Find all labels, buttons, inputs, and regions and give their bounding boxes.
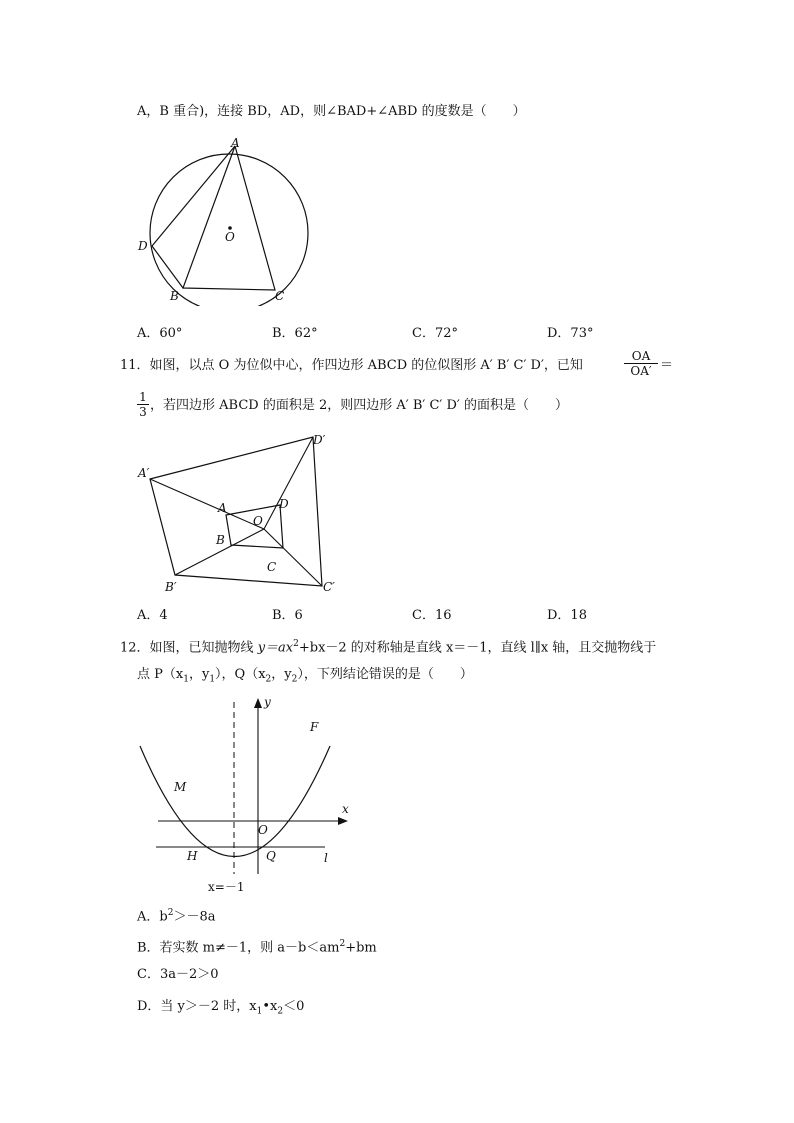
triangle-abc — [183, 146, 275, 290]
q11-ratio-fraction — [624, 349, 658, 378]
segment-ad — [152, 146, 235, 246]
label-d: D — [138, 239, 148, 253]
q11-option-a[interactable]: A．4 — [137, 608, 168, 623]
q11-option-d[interactable]: D．18 — [547, 608, 587, 623]
q11-equals: ＝ — [660, 358, 674, 373]
ratio-denominator: OA′ — [630, 364, 652, 378]
label-c-prime: C′ — [323, 580, 335, 594]
q11-option-c[interactable]: C．16 — [412, 608, 452, 623]
q10-stem-tail: A，B 重合)，连接 BD，AD，则∠BAD+∠ABD 的度数是（ ） — [137, 104, 526, 119]
label-o: O — [225, 230, 235, 244]
q10-option-c[interactable]: C．72° — [412, 326, 458, 341]
q11-one-third — [137, 390, 149, 419]
q12-option-a[interactable]: A．$b^2>-8a$ — [137, 908, 216, 925]
q12-option-d[interactable]: D．当 y＞－2 时，$x_1•x_2<0$ — [137, 999, 305, 1017]
label-h: H — [187, 849, 198, 863]
ray-o-a1 — [150, 479, 264, 529]
q10-option-d[interactable]: D．73° — [547, 326, 594, 341]
q11-homothety-figure — [135, 428, 355, 598]
ray-o-d1 — [264, 437, 313, 529]
q12-option-c[interactable]: C．3a－2＞0 — [137, 967, 219, 982]
label-q: Q — [266, 849, 276, 863]
x-axis-arrow — [338, 817, 348, 825]
q12-stem-line1: 12．如图，已知抛物线 $y=ax^2+bx-2$ 的对称轴是直线 x＝－1，直线 l∥x 轴，且交抛物线于 — [120, 639, 657, 656]
label-o: O — [258, 823, 268, 837]
q11-stem-line1: 11．如图，以点 O 为位似中心，作四边形 ABCD 的位似图形 A′ B′ C′ D′，已知 — [120, 358, 583, 373]
label-d-prime: D′ — [313, 433, 326, 447]
label-o: O — [253, 514, 263, 528]
quad-a1b1c1d1 — [150, 437, 322, 586]
q10-option-b[interactable]: B．62° — [272, 326, 318, 341]
ratio-numerator: OA — [624, 349, 658, 364]
label-a: A — [218, 501, 227, 515]
label-symmetry-axis: x=－1 — [208, 880, 245, 894]
y-axis-arrow — [254, 698, 262, 708]
label-b: B — [216, 533, 225, 547]
q12-option-b[interactable]: B．若实数 m≠－1，则 $a-b<am^2+bm$ — [137, 939, 377, 956]
q10-option-a[interactable]: A．60° — [137, 326, 183, 341]
parabola-curve — [140, 746, 330, 857]
label-c: C — [267, 560, 277, 574]
label-c: C — [275, 289, 285, 303]
label-d: D — [279, 497, 289, 511]
third-denominator: 3 — [139, 405, 147, 419]
label-b-prime: B′ — [165, 580, 177, 594]
label-a: A — [231, 136, 240, 150]
q10-circle-figure — [135, 136, 315, 306]
q12-parabola-figure — [130, 694, 360, 894]
q11-stem-line2: ，若四边形 ABCD 的面积是 2，则四边形 A′ B′ C′ D′ 的面积是（ ） — [150, 398, 568, 413]
label-f: F — [310, 720, 319, 734]
q12-stem-line2: 点 $P(x_1$，$y_1$），$Q(x_2$，$y_2$），下列结论错误的是（ ） — [137, 667, 473, 685]
label-m: M — [174, 780, 187, 794]
label-a-prime: A′ — [138, 466, 150, 480]
label-b: B — [170, 289, 179, 303]
third-numerator: 1 — [137, 390, 149, 405]
label-x: x — [342, 802, 349, 816]
label-l: l — [324, 851, 328, 865]
ray-o-c1 — [264, 529, 322, 586]
q11-option-b[interactable]: B．6 — [272, 608, 303, 623]
label-y: y — [264, 695, 271, 709]
